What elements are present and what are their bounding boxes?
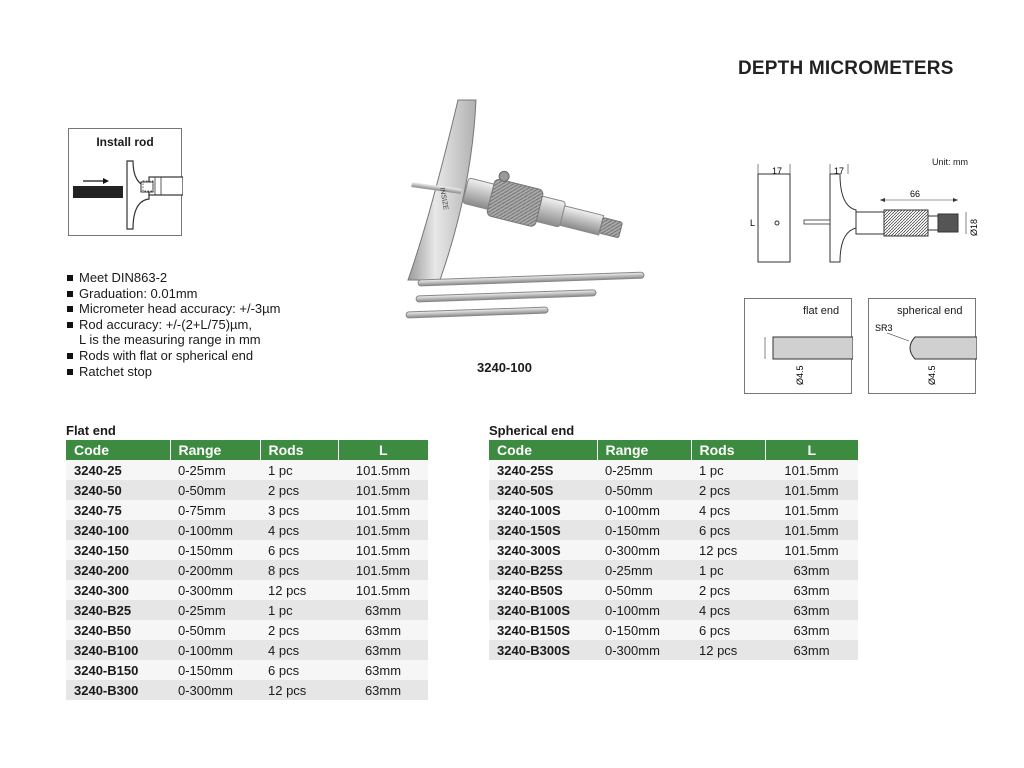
cell-code: 3240-200 xyxy=(66,560,170,580)
flat-end-dia: Ø4.5 xyxy=(795,365,805,385)
cell-code: 3240-B150S xyxy=(489,620,597,640)
column-header-rods: Rods xyxy=(691,440,765,460)
table-row xyxy=(66,520,428,540)
cell-length: 101.5mm xyxy=(765,460,858,480)
cell-range: 0-100mm xyxy=(597,500,691,520)
feature-item: Graduation: 0.01mm xyxy=(66,286,280,302)
install-rod-illustration xyxy=(69,129,183,237)
cell-code: 3240-150S xyxy=(489,520,597,540)
cell-range: 0-150mm xyxy=(170,540,260,560)
cell-length: 101.5mm xyxy=(338,560,428,580)
feature-list xyxy=(66,270,280,379)
column-header-code: Code xyxy=(489,440,597,460)
feature-item: Ratchet stop xyxy=(66,364,280,380)
cell-range: 0-300mm xyxy=(170,580,260,600)
table-row xyxy=(66,640,428,660)
spherical-end-radius: SR3 xyxy=(875,323,893,333)
cell-rods: 4 pcs xyxy=(260,640,338,660)
table-row xyxy=(66,680,428,700)
flat-end-label: flat end xyxy=(803,305,840,317)
table-row xyxy=(66,540,428,560)
table-row xyxy=(489,520,858,540)
feature-item-continuation: L is the measuring range in mm xyxy=(79,332,261,348)
cell-rods: 12 pcs xyxy=(260,580,338,600)
cell-rods: 6 pcs xyxy=(691,620,765,640)
cell-rods: 6 pcs xyxy=(260,660,338,680)
table-row xyxy=(66,500,428,520)
cell-length: 63mm xyxy=(338,620,428,640)
cell-rods: 2 pcs xyxy=(691,480,765,500)
cell-range: 0-50mm xyxy=(170,620,260,640)
cell-code: 3240-300 xyxy=(66,580,170,600)
cell-range: 0-150mm xyxy=(597,520,691,540)
cell-rods: 6 pcs xyxy=(260,540,338,560)
spherical-end-label: spherical end xyxy=(897,305,963,317)
cell-rods: 1 pc xyxy=(691,560,765,580)
dim-dia18: Ø18 xyxy=(969,218,979,236)
cell-code: 3240-300S xyxy=(489,540,597,560)
cell-range: 0-300mm xyxy=(170,680,260,700)
cell-code: 3240-B150 xyxy=(66,660,170,680)
cell-length: 63mm xyxy=(338,680,428,700)
dim-17a: 17 xyxy=(772,166,783,176)
cell-code: 3240-B25S xyxy=(489,560,597,580)
table-row xyxy=(489,500,858,520)
cell-code: 3240-25 xyxy=(66,460,170,480)
product-model-label: 3240-100 xyxy=(477,360,532,375)
cell-range: 0-50mm xyxy=(170,480,260,500)
cell-range: 0-25mm xyxy=(170,460,260,480)
cell-range: 0-50mm xyxy=(597,480,691,500)
table-row xyxy=(489,620,858,640)
cell-range: 0-50mm xyxy=(597,580,691,600)
table-row xyxy=(66,460,428,480)
cell-range: 0-150mm xyxy=(597,620,691,640)
cell-rods: 12 pcs xyxy=(691,640,765,660)
cell-code: 3240-50 xyxy=(66,480,170,500)
column-header-l: L xyxy=(338,440,428,460)
cell-rods: 12 pcs xyxy=(691,540,765,560)
cell-code: 3240-B50S xyxy=(489,580,597,600)
cell-code: 3240-B300S xyxy=(489,640,597,660)
cell-code: 3240-B100 xyxy=(66,640,170,660)
table-row xyxy=(66,600,428,620)
dim-L: L xyxy=(750,218,756,228)
cell-length: 101.5mm xyxy=(765,480,858,500)
table-row xyxy=(489,540,858,560)
cell-range: 0-25mm xyxy=(597,460,691,480)
cell-code: 3240-B300 xyxy=(66,680,170,700)
cell-range: 0-300mm xyxy=(597,540,691,560)
unit-label: Unit: mm xyxy=(932,157,968,167)
cell-code: 3240-B100S xyxy=(489,600,597,620)
column-header-range: Range xyxy=(597,440,691,460)
cell-length: 63mm xyxy=(765,580,858,600)
cell-code: 3240-B25 xyxy=(66,600,170,620)
cell-rods: 12 pcs xyxy=(260,680,338,700)
spherical-end-table-title: Spherical end xyxy=(489,423,575,438)
cell-length: 63mm xyxy=(765,640,858,660)
cell-range: 0-150mm xyxy=(170,660,260,680)
column-header-code: Code xyxy=(66,440,170,460)
cell-length: 101.5mm xyxy=(765,500,858,520)
cell-rods: 1 pc xyxy=(260,600,338,620)
install-rod-label: Install rod xyxy=(96,135,154,149)
cell-range: 0-25mm xyxy=(597,560,691,580)
cell-rods: 8 pcs xyxy=(260,560,338,580)
cell-rods: 4 pcs xyxy=(691,500,765,520)
dimension-drawing xyxy=(744,152,984,267)
cell-range: 0-25mm xyxy=(170,600,260,620)
cell-length: 101.5mm xyxy=(338,580,428,600)
feature-item: Rods with flat or spherical end xyxy=(66,348,280,364)
column-header-l: L xyxy=(765,440,858,460)
cell-length: 101.5mm xyxy=(338,540,428,560)
cell-length: 63mm xyxy=(338,600,428,620)
install-rod-diagram xyxy=(68,128,182,236)
cell-length: 63mm xyxy=(765,600,858,620)
feature-item: Meet DIN863-2 xyxy=(66,270,280,286)
table-row xyxy=(489,560,858,580)
cell-code: 3240-150 xyxy=(66,540,170,560)
cell-rods: 4 pcs xyxy=(260,520,338,540)
cell-range: 0-100mm xyxy=(170,640,260,660)
cell-length: 63mm xyxy=(765,560,858,580)
cell-rods: 3 pcs xyxy=(260,500,338,520)
table-row xyxy=(489,460,858,480)
table-row xyxy=(489,600,858,620)
cell-code: 3240-100S xyxy=(489,500,597,520)
brand-mark: INSIZE xyxy=(438,187,449,211)
cell-length: 101.5mm xyxy=(765,540,858,560)
table-row xyxy=(489,580,858,600)
cell-code: 3240-B50 xyxy=(66,620,170,640)
cell-range: 0-300mm xyxy=(597,640,691,660)
cell-range: 0-200mm xyxy=(170,560,260,580)
cell-rods: 2 pcs xyxy=(260,480,338,500)
table-row xyxy=(66,660,428,680)
table-row xyxy=(66,580,428,600)
cell-length: 101.5mm xyxy=(338,480,428,500)
table-row xyxy=(489,480,858,500)
cell-rods: 1 pc xyxy=(691,460,765,480)
cell-code: 3240-25S xyxy=(489,460,597,480)
cell-code: 3240-75 xyxy=(66,500,170,520)
cell-rods: 2 pcs xyxy=(691,580,765,600)
cell-range: 0-100mm xyxy=(597,600,691,620)
page-title: DEPTH MICROMETERS xyxy=(738,58,954,79)
spherical-end-dia: Ø4.5 xyxy=(927,365,937,385)
feature-item: Rod accuracy: +/-(2+L/75)µm, xyxy=(66,317,280,333)
cell-length: 101.5mm xyxy=(765,520,858,540)
cell-length: 101.5mm xyxy=(338,500,428,520)
spherical-end-table xyxy=(489,440,858,660)
cell-rods: 1 pc xyxy=(260,460,338,480)
flat-end-table xyxy=(66,440,428,700)
table-row xyxy=(66,480,428,500)
flat-end-table-title: Flat end xyxy=(66,423,116,438)
cell-length: 63mm xyxy=(765,620,858,640)
spherical-end-diagram xyxy=(868,298,976,394)
cell-rods: 2 pcs xyxy=(260,620,338,640)
feature-item: Micrometer head accuracy: +/-3µm xyxy=(66,301,280,317)
cell-range: 0-75mm xyxy=(170,500,260,520)
product-photo xyxy=(400,98,660,328)
cell-length: 101.5mm xyxy=(338,520,428,540)
cell-code: 3240-100 xyxy=(66,520,170,540)
cell-rods: 4 pcs xyxy=(691,600,765,620)
cell-range: 0-100mm xyxy=(170,520,260,540)
flat-end-diagram xyxy=(744,298,852,394)
cell-code: 3240-50S xyxy=(489,480,597,500)
dim-66: 66 xyxy=(910,189,921,199)
dim-17b: 17 xyxy=(834,166,845,176)
table-row xyxy=(489,640,858,660)
column-header-range: Range xyxy=(170,440,260,460)
column-header-rods: Rods xyxy=(260,440,338,460)
table-row xyxy=(66,560,428,580)
cell-length: 101.5mm xyxy=(338,460,428,480)
table-row xyxy=(66,620,428,640)
cell-length: 63mm xyxy=(338,640,428,660)
cell-length: 63mm xyxy=(338,660,428,680)
cell-rods: 6 pcs xyxy=(691,520,765,540)
